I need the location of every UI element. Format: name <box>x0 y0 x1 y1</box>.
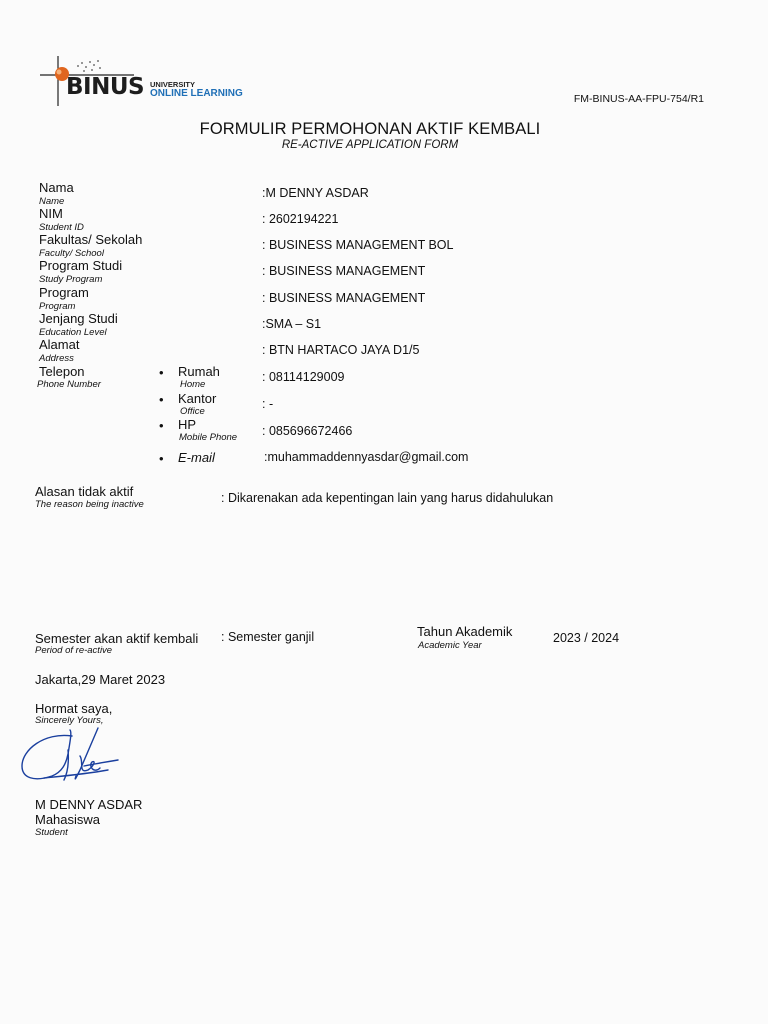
phone-hp-value: : 085696672466 <box>262 424 353 438</box>
binus-logo <box>38 50 258 110</box>
field-sublabel: The reason being inactive <box>35 499 144 510</box>
email-value: :muhammaddennyasdar@gmail.com <box>264 450 469 464</box>
phone-hp-label: HP <box>178 417 197 432</box>
signer-name: M DENNY ASDAR <box>35 797 143 812</box>
field-label: Program <box>39 285 89 300</box>
signer-role-sublabel: Student <box>35 827 68 838</box>
field-sublabel: Academic Year <box>418 640 482 651</box>
field-sublabel: Phone Number <box>37 379 101 390</box>
field-value: 2023 / 2024 <box>553 631 620 645</box>
phone-rumah-label: Rumah <box>178 364 220 379</box>
field-sublabel: Study Program <box>39 274 103 285</box>
field-label: Fakultas/ Sekolah <box>39 232 143 247</box>
email-label: E-mail <box>178 450 215 465</box>
field-label: Program Studi <box>39 258 123 273</box>
bullet: • <box>159 451 164 466</box>
phone-rumah-value: : 08114129009 <box>262 370 345 384</box>
closing-sublabel: Sincerely Yours, <box>35 715 104 726</box>
field-label: Telepon <box>39 364 85 379</box>
phone-hp-sublabel: Mobile Phone <box>179 432 238 443</box>
place-date: Jakarta,29 Maret 2023 <box>35 672 166 687</box>
form-code: FM-BINUS-AA-FPU-754/R1 <box>573 93 704 105</box>
field-sublabel: Faculty/ School <box>39 248 104 259</box>
field-value: : BUSINESS MANAGEMENT BOL <box>262 238 454 252</box>
phone-kantor-sublabel: Office <box>180 406 205 417</box>
form-subtitle: RE-ACTIVE APPLICATION FORM <box>281 139 459 151</box>
logo-online-learning-text: ONLINE LEARNING <box>150 88 243 99</box>
bullet: • <box>159 392 164 407</box>
handwritten-signature <box>14 720 124 795</box>
form-title: FORMULIR PERMOHONAN AKTIF KEMBALI <box>199 120 541 138</box>
logo-university-text: UNIVERSITY <box>150 80 196 89</box>
bullet: • <box>159 365 164 380</box>
field-label: Jenjang Studi <box>39 311 118 326</box>
field-sublabel: Address <box>39 353 74 364</box>
field-value: : Dikarenakan ada kepentingan lain yang harus didahulukan <box>221 491 554 505</box>
field-value: : 2602194221 <box>262 212 339 226</box>
field-sublabel: Program <box>39 301 76 312</box>
field-sublabel: Name <box>39 196 65 207</box>
field-sublabel: Student ID <box>39 222 84 233</box>
field-label: NIM <box>39 206 63 221</box>
field-value: : Semester ganjil <box>221 630 315 644</box>
signer-role: Mahasiswa <box>35 812 101 827</box>
field-label: Tahun Akademik <box>417 624 513 639</box>
field-label: Semester akan aktif kembali <box>35 631 199 646</box>
field-label: Alamat <box>39 337 80 352</box>
bullet: • <box>159 418 164 433</box>
logo-binus-text: BINUS <box>66 74 145 100</box>
field-value: : BTN HARTACO JAYA D1/5 <box>262 343 420 357</box>
field-value: : BUSINESS MANAGEMENT <box>262 264 426 278</box>
field-label: Alasan tidak aktif <box>35 484 134 499</box>
field-value: :SMA – S1 <box>262 317 322 331</box>
field-sublabel: Education Level <box>39 327 107 338</box>
phone-rumah-sublabel: Home <box>180 379 206 390</box>
field-sublabel: Period of re-active <box>35 645 113 656</box>
closing-label: Hormat saya, <box>35 701 113 716</box>
phone-kantor-value: : - <box>262 397 274 411</box>
field-value: : BUSINESS MANAGEMENT <box>262 291 426 305</box>
phone-kantor-label: Kantor <box>178 391 217 406</box>
field-value: :M DENNY ASDAR <box>262 186 369 200</box>
field-label: Nama <box>39 180 74 195</box>
